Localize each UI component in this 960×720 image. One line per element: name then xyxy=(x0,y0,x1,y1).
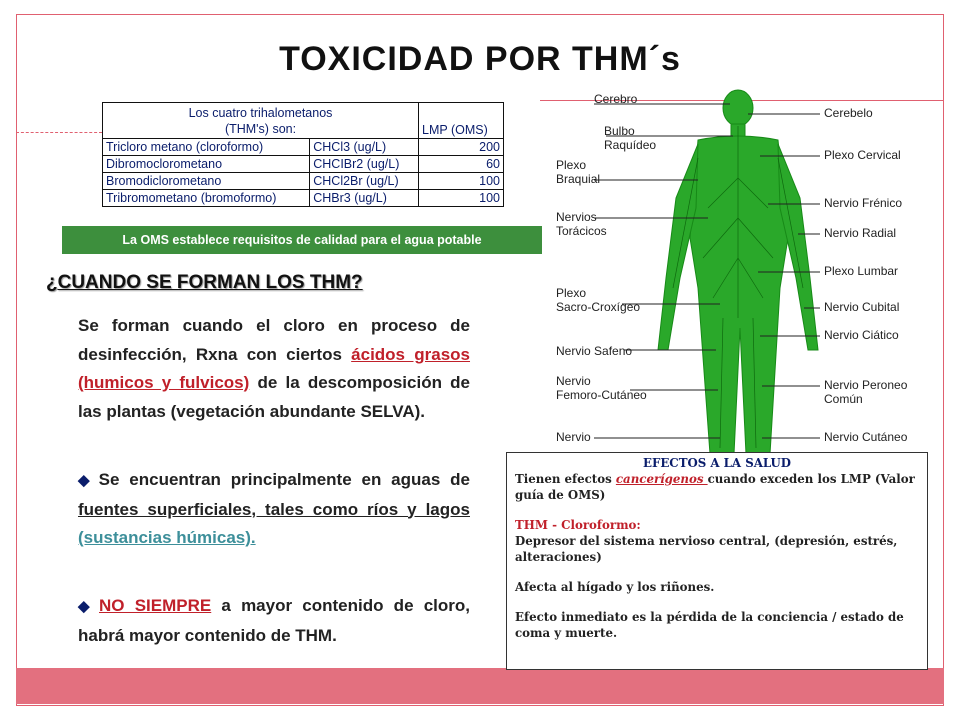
table-cell-name: Bromodiclorometano xyxy=(103,173,310,190)
label-plexo-sacro: Plexo Sacro-Croxígeo xyxy=(556,286,641,314)
label-nervio-ciatico: Nervio Ciático xyxy=(824,328,899,342)
para1-highlight: ácidos grasos (humicos y fulvicos) xyxy=(78,344,471,392)
health-cancer-word: cancerígenos xyxy=(615,472,708,486)
label-nervio-cubital: Nervio Cubital xyxy=(824,300,900,314)
table-header-right: LMP (OMS) xyxy=(419,103,504,139)
table-header-line2: (THM's) son: xyxy=(224,122,297,136)
table-cell-formula: CHCl2Br (ug/L) xyxy=(310,173,419,190)
footer-bar xyxy=(16,668,944,704)
table-header-row xyxy=(103,103,504,139)
label-nervio-safeno: Nervio Safeno xyxy=(556,344,633,358)
diamond-bullet-icon: ◆ xyxy=(78,598,96,615)
label-nervio-radial: Nervio Radial xyxy=(824,226,897,240)
label-nervio-femoro: Nervio Femoro-Cutáneo xyxy=(556,374,647,402)
table-cell-formula: CHBr3 (ug/L) xyxy=(310,190,419,207)
thm-table xyxy=(102,102,504,207)
table-cell-value: 200 xyxy=(419,139,504,156)
table-cell-name: Tricloro metano (cloroformo) xyxy=(103,139,310,156)
spacer xyxy=(515,595,919,609)
spacer xyxy=(515,503,919,517)
health-thm-label: THM - Cloroformo: xyxy=(515,518,641,532)
para2-highlight: (sustancias húmicas). xyxy=(78,528,256,547)
table-row xyxy=(103,173,504,190)
health-higado: Afecta al hígado y los riñones. xyxy=(515,580,715,594)
health-effects-box xyxy=(506,452,928,670)
label-plexo-lumbar: Plexo Lumbar xyxy=(824,264,899,278)
para3-highlight: NO SIEMPRE xyxy=(99,596,212,615)
health-depresor: Depresor del sistema nervioso central, (depresión, estrés, alteraciones) xyxy=(515,534,898,564)
para2-text: Se encuentran principalmente en aguas de xyxy=(98,470,470,489)
para1-text-end: de la descomposición de las plantas (vegetación abundante SELVA). xyxy=(78,373,470,421)
label-nervios-toracicos: Nervios Torácicos xyxy=(556,210,607,238)
table-cell-value: 100 xyxy=(419,173,504,190)
table-header-left xyxy=(103,103,419,139)
label-nervio-peroneo: Nervio Peroneo Común xyxy=(824,378,908,406)
table-cell-formula: CHCIBr2 (ug/L) xyxy=(310,156,419,173)
label-bulbo: Bulbo Raquídeo xyxy=(604,124,657,152)
table-cell-name: Tribromometano (bromoformo) xyxy=(103,190,310,207)
table-cell-value: 60 xyxy=(419,156,504,173)
slide-title: TOXICIDAD POR THM´s xyxy=(279,40,681,78)
section-heading: ¿CUANDO SE FORMAN LOS THM? xyxy=(46,272,363,293)
table-header-line1: Los cuatro trihalometanos xyxy=(188,106,333,120)
paragraph-sources xyxy=(78,466,470,553)
label-cerebro: Cerebro xyxy=(594,92,638,106)
para2-underlined: fuentes superficiales, tales como ríos y lagos xyxy=(78,499,470,519)
diamond-bullet-icon: ◆ xyxy=(78,472,95,489)
brain-shape xyxy=(723,90,753,126)
torso-legs-shape xyxy=(690,136,788,454)
label-nervio-frenico: Nervio Frénico xyxy=(824,196,903,210)
nervous-system-figure xyxy=(548,88,944,454)
spacer xyxy=(515,565,919,579)
health-efecto: Efecto inmediato es la pérdida de la conciencia / estado de coma y muerte. xyxy=(515,610,904,640)
label-nervio-cutaneo: Nervio Cutáneo xyxy=(824,430,908,444)
table-row xyxy=(103,156,504,173)
label-nervio: Nervio xyxy=(556,430,591,444)
para3-text: a mayor contenido de cloro, habrá mayor contenido de THM. xyxy=(78,596,471,645)
table-cell-value: 100 xyxy=(419,190,504,207)
health-line1-text: Tienen efectos xyxy=(515,472,616,486)
para1-text: Se forman cuando el cloro en proceso de desinfección, Rxna con ciertos xyxy=(78,316,470,364)
table-row xyxy=(103,139,504,156)
label-plexo-braquial: Plexo Braquial xyxy=(556,158,601,186)
oms-banner: La OMS establece requisitos de calidad para el agua potable xyxy=(62,226,542,254)
table-cell-formula: CHCl3 (ug/L) xyxy=(310,139,419,156)
label-plexo-cervical: Plexo Cervical xyxy=(824,148,901,162)
paragraph-not-always xyxy=(78,592,470,650)
paragraph-formation xyxy=(78,312,470,426)
health-title: EFECTOS A LA SALUD xyxy=(642,456,792,470)
table-row xyxy=(103,190,504,207)
health-line1-end: cuando exceden los LMP (Valor guía de OMS) xyxy=(515,472,915,502)
label-cerebelo: Cerebelo xyxy=(824,106,873,120)
health-cancer-line xyxy=(515,471,919,503)
dashed-divider xyxy=(16,132,102,133)
table-cell-name: Dibromoclorometano xyxy=(103,156,310,173)
